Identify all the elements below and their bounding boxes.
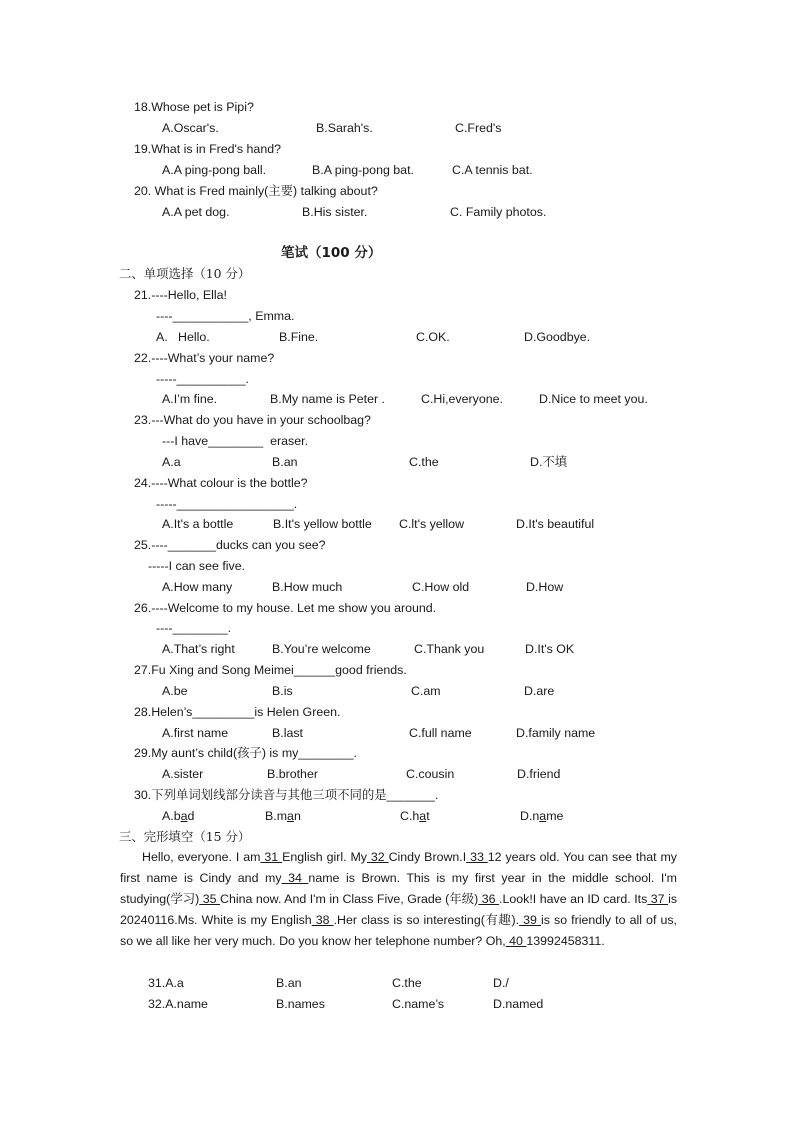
q21-option-d: D.Goodbye. bbox=[524, 330, 591, 344]
q29-option-d: D.friend bbox=[517, 767, 561, 781]
q30-option-d bbox=[520, 808, 563, 824]
q19-option-c: C.A tennis bat. bbox=[452, 163, 533, 177]
q30-b-underlined: a bbox=[287, 809, 294, 823]
q20-option-a: A.A pet dog. bbox=[162, 205, 230, 219]
q24-reply: -----_________________. bbox=[156, 497, 298, 511]
q30-c-prefix: C.h bbox=[400, 809, 420, 823]
q25-reply: -----I can see five. bbox=[148, 559, 246, 573]
cloze-blank-34: 34 bbox=[281, 871, 309, 885]
cloze-text: is 20240116.Ms. White is my English bbox=[120, 892, 678, 927]
q28-stem: 28.Helen’s_________is Helen Green. bbox=[134, 705, 341, 719]
cloze-text: China now. And I'm in Class Five, Grade (年级) bbox=[220, 892, 479, 906]
cloze-text: is so friendly to all of us, so we all like her very much. Do you know her telephone number? Oh, bbox=[120, 913, 677, 948]
q21-option-c: C.OK. bbox=[416, 330, 450, 344]
section2-title: 二、单项选择（10 分） bbox=[119, 266, 251, 281]
cloze-text: name is Brown. This is my first year in the middle school. I'm studying(学习) bbox=[120, 871, 678, 906]
q26-stem: 26.----Welcome to my house. Let me show you around. bbox=[134, 601, 437, 615]
cloze-blank-40: 40 bbox=[505, 934, 527, 948]
q26-option-b: B.You’re welcome bbox=[272, 642, 371, 656]
q23-option-b: B.an bbox=[272, 455, 298, 469]
q29-option-a: A.sister bbox=[162, 767, 204, 781]
cloze-blank-38: 38 bbox=[311, 913, 334, 927]
q29-option-b: B.brother bbox=[267, 767, 318, 781]
q21-option-a: A. Hello. bbox=[156, 330, 210, 344]
cloze-blank-36: 36 bbox=[478, 892, 500, 906]
cloze-text: .Her class is so interesting(有趣). bbox=[333, 913, 520, 927]
q27-stem: 27.Fu Xing and Song Meimei______good friends. bbox=[134, 663, 407, 677]
cloze-blank-39: 39 bbox=[519, 913, 541, 927]
q30-a-prefix: A.b bbox=[162, 809, 181, 823]
q24-stem: 24.----What colour is the bottle? bbox=[134, 476, 308, 490]
q23-option-a: A.a bbox=[162, 455, 181, 469]
q24-option-a: A.It's a bottle bbox=[162, 517, 234, 531]
q30-d-suffix: me bbox=[546, 809, 564, 823]
q23-option-d: D.不填 bbox=[530, 455, 568, 469]
q25-option-b: B.How much bbox=[272, 580, 343, 594]
cloze-text: 12 years old. You can see that my first name is Cindy and my bbox=[120, 850, 677, 885]
cloze-text: .Look!I have an ID card. Its bbox=[499, 892, 648, 906]
q28-option-c: C.full name bbox=[409, 726, 472, 740]
q32-option-a: 32.A.name bbox=[148, 997, 208, 1011]
cloze-blank-31: 31 bbox=[260, 850, 283, 864]
cloze-text: Hello, everyone. I am bbox=[142, 850, 261, 864]
q21-reply: ----___________, Emma. bbox=[156, 309, 295, 323]
q26-option-d: D.It's OK bbox=[525, 642, 575, 656]
q31-option-a: 31.A.a bbox=[148, 976, 184, 990]
q28-option-b: B.last bbox=[272, 726, 303, 740]
cloze-blank-35: 35 bbox=[199, 892, 221, 906]
q20-stem: 20. What is Fred mainly(主要) talking about? bbox=[134, 184, 378, 198]
q21-option-b: B.Fine. bbox=[279, 330, 319, 344]
q20-option-c: C. Family photos. bbox=[450, 205, 547, 219]
q30-option-a bbox=[162, 808, 194, 824]
q18-option-b: B.Sarah's. bbox=[316, 121, 373, 135]
q23-reply: ---I have________ eraser. bbox=[162, 434, 309, 448]
q27-option-d: D.are bbox=[524, 684, 555, 698]
section3-title: 三、完形填空（15 分） bbox=[119, 829, 251, 844]
q30-a-underlined: a bbox=[180, 809, 188, 823]
q23-stem: 23.---What do you have in your schoolbag? bbox=[134, 413, 371, 427]
q30-c-suffix: t bbox=[426, 809, 430, 823]
q22-stem: 22.----What’s your name? bbox=[134, 351, 275, 365]
cloze-text: Cindy Brown.I bbox=[388, 850, 467, 864]
q20-option-b: B.His sister. bbox=[302, 205, 368, 219]
q30-option-b bbox=[265, 808, 301, 824]
q26-option-a: A.That’s right bbox=[162, 642, 235, 656]
q19-stem: 19.What is in Fred's hand? bbox=[134, 142, 281, 156]
q25-option-d: D.How bbox=[526, 580, 564, 594]
cloze-text: 13992458311. bbox=[526, 934, 605, 948]
q30-b-suffix: n bbox=[293, 809, 301, 823]
cloze-passage bbox=[120, 847, 677, 952]
q25-option-a: A.How many bbox=[162, 580, 233, 594]
q22-option-d: D.Nice to meet you. bbox=[539, 392, 648, 406]
q32-option-d: D.named bbox=[493, 997, 544, 1011]
q30-option-c bbox=[400, 808, 430, 824]
cloze-text: English girl. My bbox=[282, 850, 367, 864]
q32-option-c: C.name’s bbox=[392, 997, 445, 1011]
q28-option-d: D.family name bbox=[516, 726, 596, 740]
q30-stem: 30.下列单词划线部分读音与其他三项不同的是_______. bbox=[134, 788, 439, 802]
q26-option-c: C.Thank you bbox=[414, 642, 485, 656]
q26-reply: ----________. bbox=[156, 621, 232, 635]
q22-option-a: A.I’m fine. bbox=[162, 392, 218, 406]
q28-option-a: A.first name bbox=[162, 726, 229, 740]
cloze-blank-33: 33 bbox=[466, 850, 488, 864]
q19-option-a: A.A ping-pong ball. bbox=[162, 163, 267, 177]
q25-stem: 25.----_______ducks can you see? bbox=[134, 538, 326, 552]
q27-option-c: C.am bbox=[411, 684, 441, 698]
q27-option-b: B.is bbox=[272, 684, 293, 698]
q29-stem: 29.My aunt’s child(孩子) is my________. bbox=[134, 746, 357, 760]
q30-d-prefix: D.n bbox=[520, 809, 540, 823]
q21-stem: 21.----Hello, Ella! bbox=[134, 288, 227, 302]
q25-option-c: C.How old bbox=[412, 580, 470, 594]
q30-c-underlined: a bbox=[419, 809, 427, 823]
q19-option-b: B.A ping-pong bat. bbox=[312, 163, 414, 177]
q31-option-d: D./ bbox=[493, 976, 509, 990]
q23-option-c: C.the bbox=[409, 455, 439, 469]
q30-b-prefix: B.m bbox=[265, 809, 288, 823]
q31-option-b: B.an bbox=[276, 976, 302, 990]
q22-reply: -----__________. bbox=[156, 372, 249, 386]
q24-option-b: B.It's yellow bottle bbox=[273, 517, 372, 531]
q18-option-c: C.Fred's bbox=[455, 121, 502, 135]
q22-option-c: C.Hi,everyone. bbox=[421, 392, 503, 406]
q24-option-d: D.It's beautiful bbox=[516, 517, 595, 531]
q18-stem: 18.Whose pet is Pipi? bbox=[134, 100, 254, 114]
q18-option-a: A.Oscar's. bbox=[162, 121, 219, 135]
q30-a-suffix: d bbox=[187, 809, 195, 823]
q22-option-b: B.My name is Peter . bbox=[270, 392, 385, 406]
cloze-blank-32: 32 bbox=[367, 850, 389, 864]
q32-option-b: B.names bbox=[276, 997, 325, 1011]
q31-option-c: C.the bbox=[392, 976, 422, 990]
q29-option-c: C.cousin bbox=[406, 767, 455, 781]
q27-option-a: A.be bbox=[162, 684, 188, 698]
cloze-blank-37: 37 bbox=[647, 892, 669, 906]
q30-d-underlined: a bbox=[539, 809, 547, 823]
q24-option-c: C.lt's yellow bbox=[399, 517, 465, 531]
written-part-title: 笔试（100 分） bbox=[281, 245, 382, 261]
